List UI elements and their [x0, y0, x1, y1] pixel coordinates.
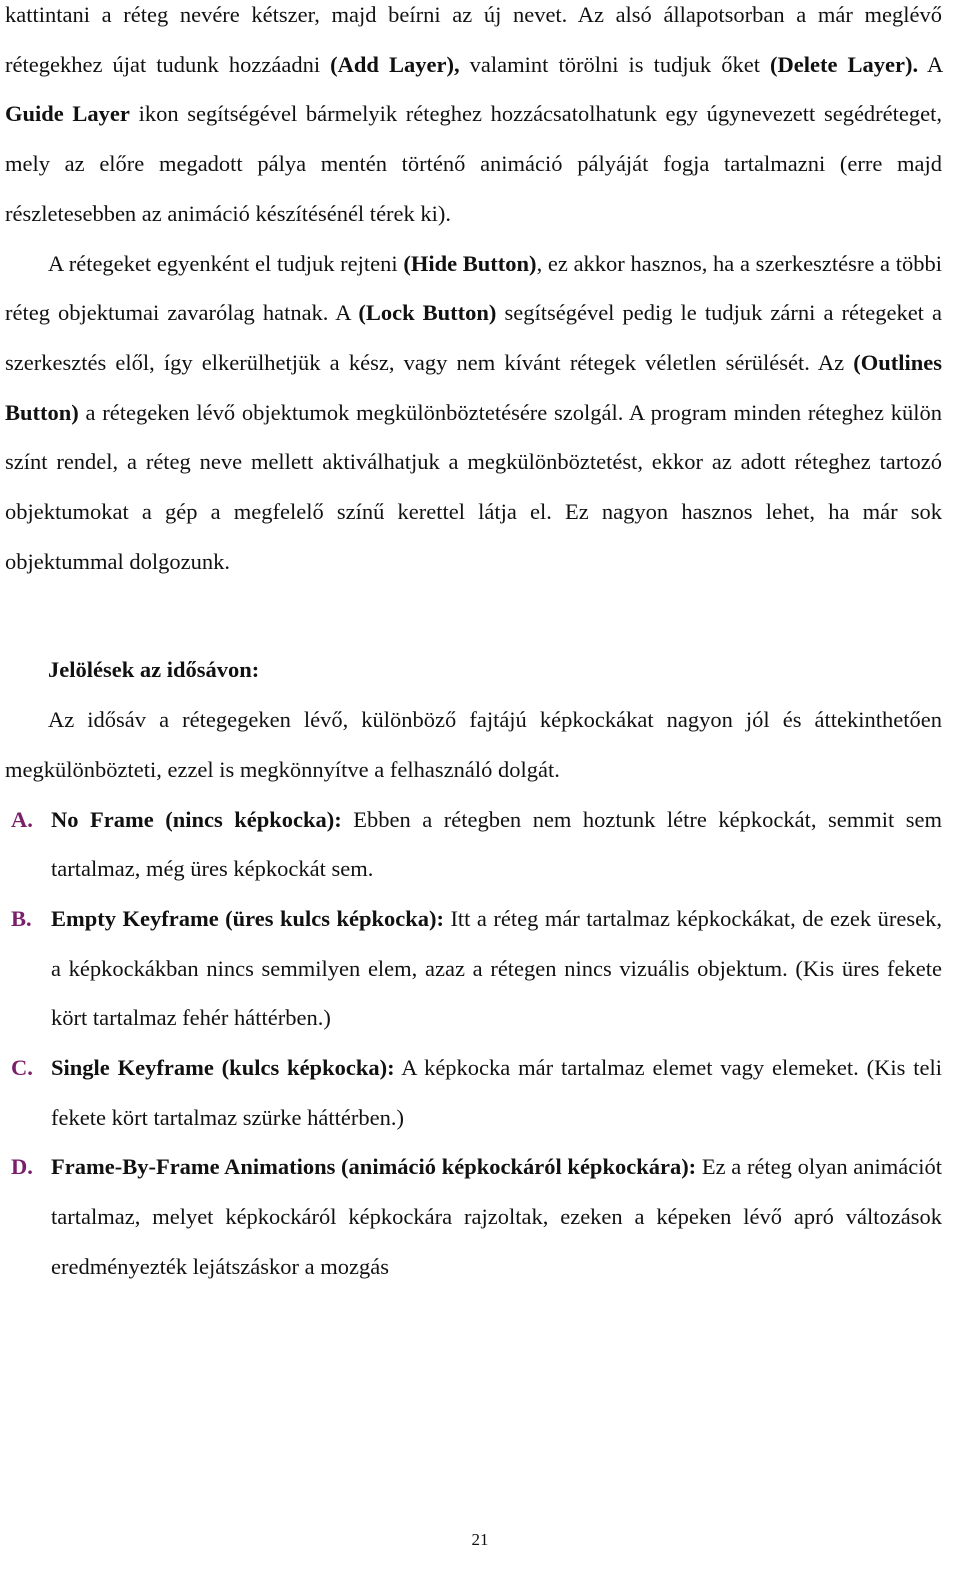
list-term: No Frame (nincs képkocka):	[51, 806, 342, 832]
list-marker: D.	[11, 1154, 33, 1180]
text-run: A rétegeket egyenként el tudjuk rejteni	[48, 250, 404, 276]
text-run: segítségével pedig le tudjuk zárni a rétegeket a szerkesztés elől, így elkerülhetjük a kész, vagy nem kívánt rétegek véletlen sérülését. Az	[5, 300, 942, 375]
list-description: Ebben a rétegben nem hoztunk létre képkockát, semmit sem tartalmaz, még üres képkockát sem.	[51, 806, 942, 882]
list-marker: B.	[11, 905, 32, 931]
list-item	[5, 894, 942, 1043]
section-heading: Jelölések az idősávon:	[48, 657, 260, 683]
body-text	[5, 0, 942, 586]
bold-term: (Delete Layer).	[770, 51, 919, 77]
text-run: valamint törölni is tudjuk őket	[459, 51, 771, 77]
text-run: a rétegeken lévő objektumok megkülönböztetésére szolgál. A program minden réteghez külön színt rendel, a réteg neve mellett aktiválhatjuk a megkülönböztetést, ekkor az adott réteghez tartozó objektumokat a gép a megfelelő színű kerettel látja el. Ez nagyon hasznos lehet, ha már sok objektummal dolgozunk.	[5, 399, 942, 574]
section-intro-paragraph: Az idősáv a rétegegeken lévő, különböző fajtájú képkockákat nagyon jól és áttekinthetően megkülönbözteti, ezzel is megkönnyítve a felhasználó dolgát.	[5, 707, 942, 782]
text-run: A	[918, 51, 942, 77]
page-number: 21	[471, 1530, 489, 1549]
text-run: , ez akkor hasznos, ha a szerkesztésre a többi réteg objektumai zavarólag hatnak. A	[5, 250, 943, 326]
list-marker: A.	[11, 806, 33, 832]
bold-term: (Hide Button)	[403, 250, 537, 276]
list-description: Itt a réteg már tartalmaz képkockákat, de ezek üresek, a képkockákban nincs semmilyen elem, azaz a rétegen nincs vizuális objektum. (Kis üres fekete kört tartalmaz fehér háttérben.)	[51, 905, 942, 1031]
list-term: Empty Keyframe (üres kulcs képkocka):	[51, 905, 444, 931]
list-item	[5, 1142, 942, 1291]
list-description: A képkocka már tartalmaz elemet vagy elemeket. (Kis teli fekete kört tartalmaz szürke háttérben.)	[51, 1055, 942, 1130]
list-marker: C.	[11, 1055, 33, 1081]
bold-term: Guide Layer	[5, 101, 130, 127]
text-run: ikon segítségével bármelyik réteghez hozzácsatolhatunk egy úgynevezett segédréteget, mely az előre megadott pálya mentén történő animáció pályáját fogja tartalmazni (erre majd részletesebben az animáció készítésénél térek ki).	[5, 101, 943, 226]
frame-marker-list	[5, 795, 942, 1292]
list-description: Ez a réteg olyan animációt tartalmaz, melyet képkockáról képkockára rajzoltak, ezeken a képeken lévő apró változások eredményezték lejátszáskor a mozgás	[51, 1154, 942, 1279]
bold-term: (Add Layer),	[330, 51, 460, 77]
list-item	[5, 795, 942, 894]
bold-term: (Lock Button)	[358, 300, 497, 326]
bold-term: (Outlines Button)	[5, 349, 942, 425]
list-item	[5, 1043, 942, 1142]
body-paragraph	[5, 0, 942, 239]
list-term: Single Keyframe (kulcs képkocka):	[51, 1055, 395, 1081]
body-paragraph	[5, 239, 942, 587]
text-run: kattintani a réteg nevére kétszer, majd beírni az új nevet. Az alsó állapotsorban a már meglévő rétegekhez újat tudunk hozzáadni	[5, 2, 942, 77]
list-term: Frame-By-Frame Animations (animáció képkockáról képkockára):	[51, 1154, 697, 1180]
